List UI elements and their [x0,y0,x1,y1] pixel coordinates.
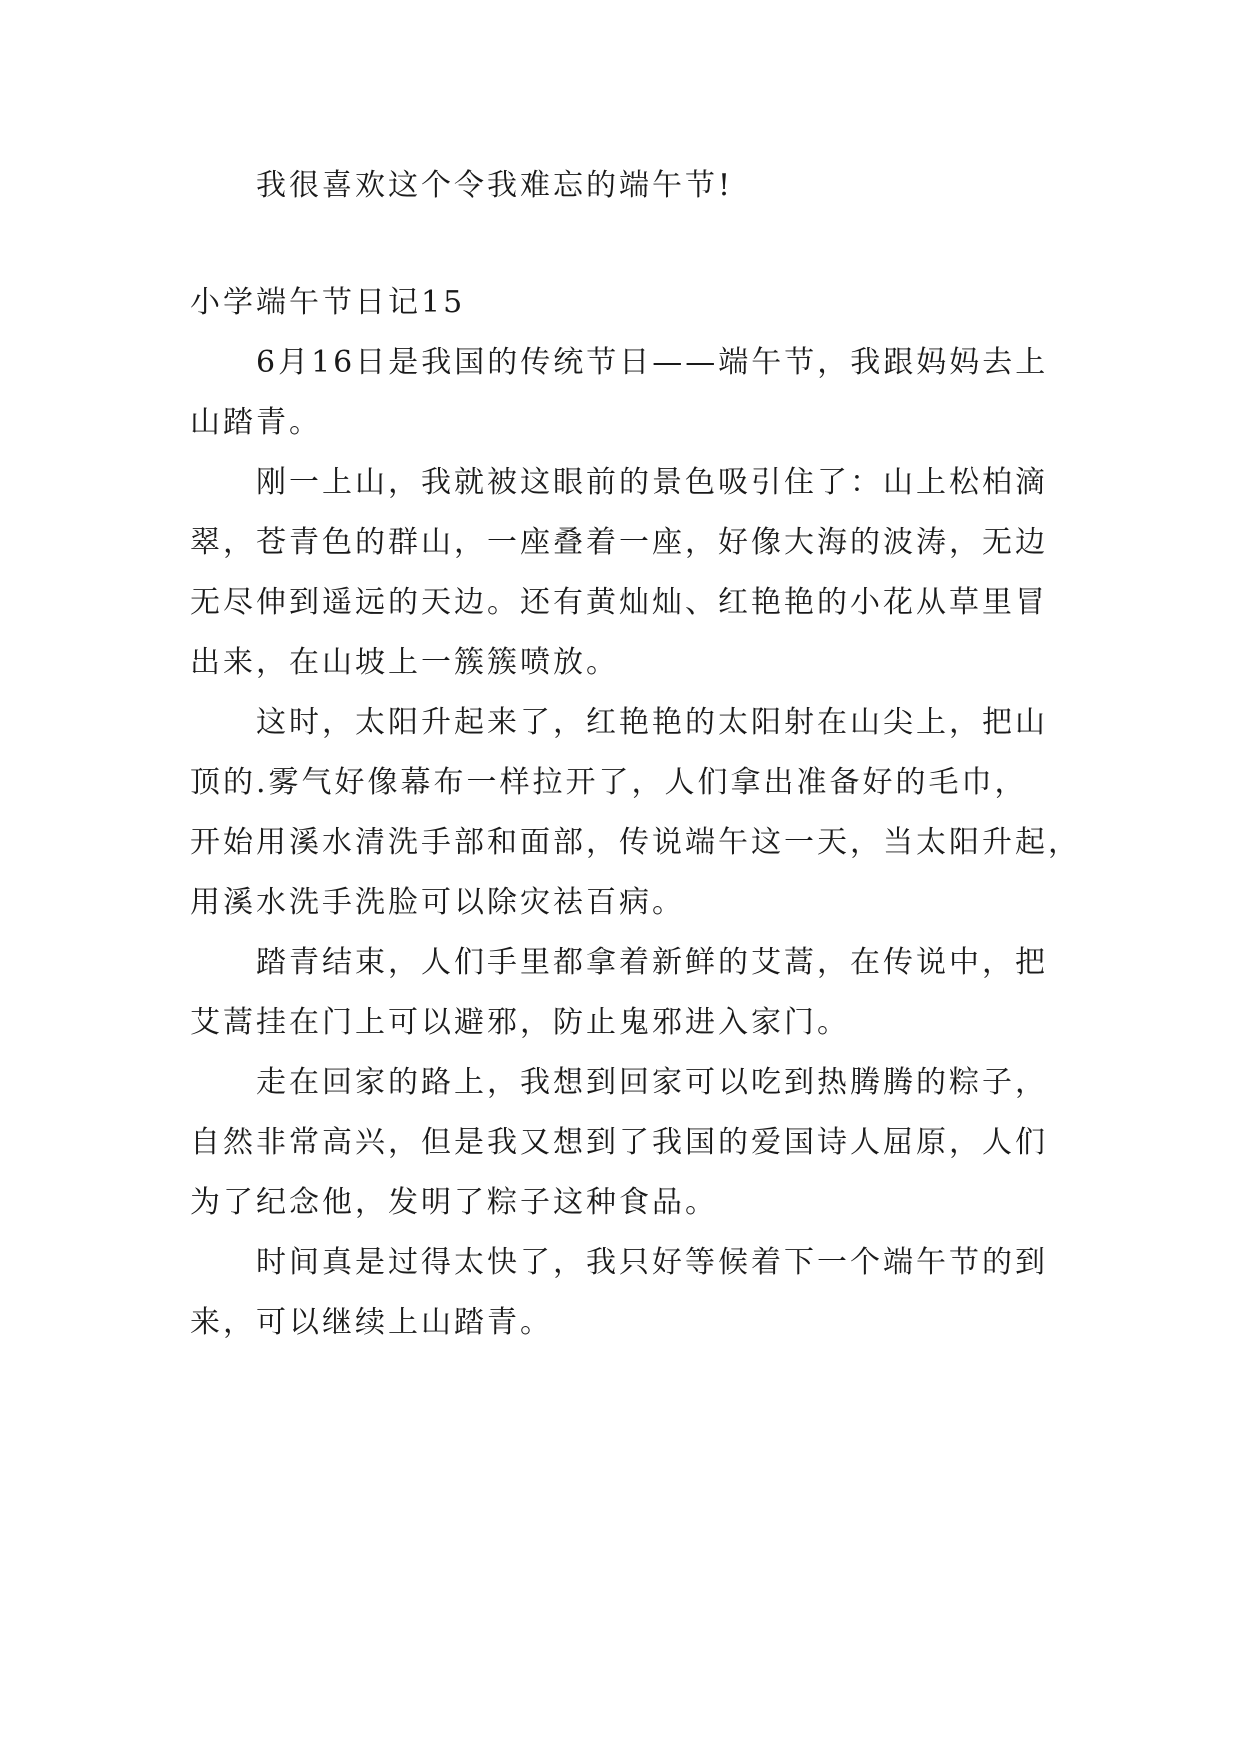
paragraph-1-line-2: 山踏青。 [190,405,322,440]
paragraph-4-line-1: 踏青结束，人们手里都拿着新鲜的艾蒿，在传说中，把 [256,945,1048,980]
paragraph-6-line-2: 来，可以继续上山踏青。 [190,1305,553,1340]
paragraph-5-line-3: 为了纪念他，发明了粽子这种食品。 [190,1185,718,1220]
paragraph-6-line-1: 时间真是过得太快了，我只好等候着下一个端午节的到 [256,1245,1048,1280]
paragraph-3-line-3: 开始用溪水清洗手部和面部，传说端午这一天，当太阳升起， [190,825,1081,860]
paragraph-2-line-4: 出来，在山坡上一簇簇喷放。 [190,645,619,680]
paragraph-5-line-2: 自然非常高兴，但是我又想到了我国的爱国诗人屈原，人们 [190,1125,1048,1160]
paragraph-5-line-1: 走在回家的路上，我想到回家可以吃到热腾腾的粽子， [256,1065,1048,1100]
paragraph-2-line-3: 无尽伸到遥远的天边。还有黄灿灿、红艳艳的小花从草里冒 [190,585,1048,620]
paragraph-3-line-4: 用溪水洗手洗脸可以除灾祛百病。 [190,885,685,920]
paragraph-3-line-1: 这时，太阳升起来了，红艳艳的太阳射在山尖上，把山 [256,705,1048,740]
paragraph-4-line-2: 艾蒿挂在门上可以避邪，防止鬼邪进入家门。 [190,1005,850,1040]
paragraph-1-line-1: 6月16日是我国的传统节日——端午节，我跟妈妈去上 [256,345,1049,380]
diary-title: 小学端午节日记15 [190,285,466,320]
paragraph-2-line-2: 翠，苍青色的群山，一座叠着一座，好像大海的波涛，无边 [190,525,1048,560]
paragraph-3-line-2: 顶的.雾气好像幕布一样拉开了，人们拿出准备好的毛巾， [190,765,1028,800]
closing-line: 我很喜欢这个令我难忘的端午节! [256,168,734,203]
paragraph-2-line-1: 刚一上山，我就被这眼前的景色吸引住了：山上松柏滴 [256,465,1048,500]
